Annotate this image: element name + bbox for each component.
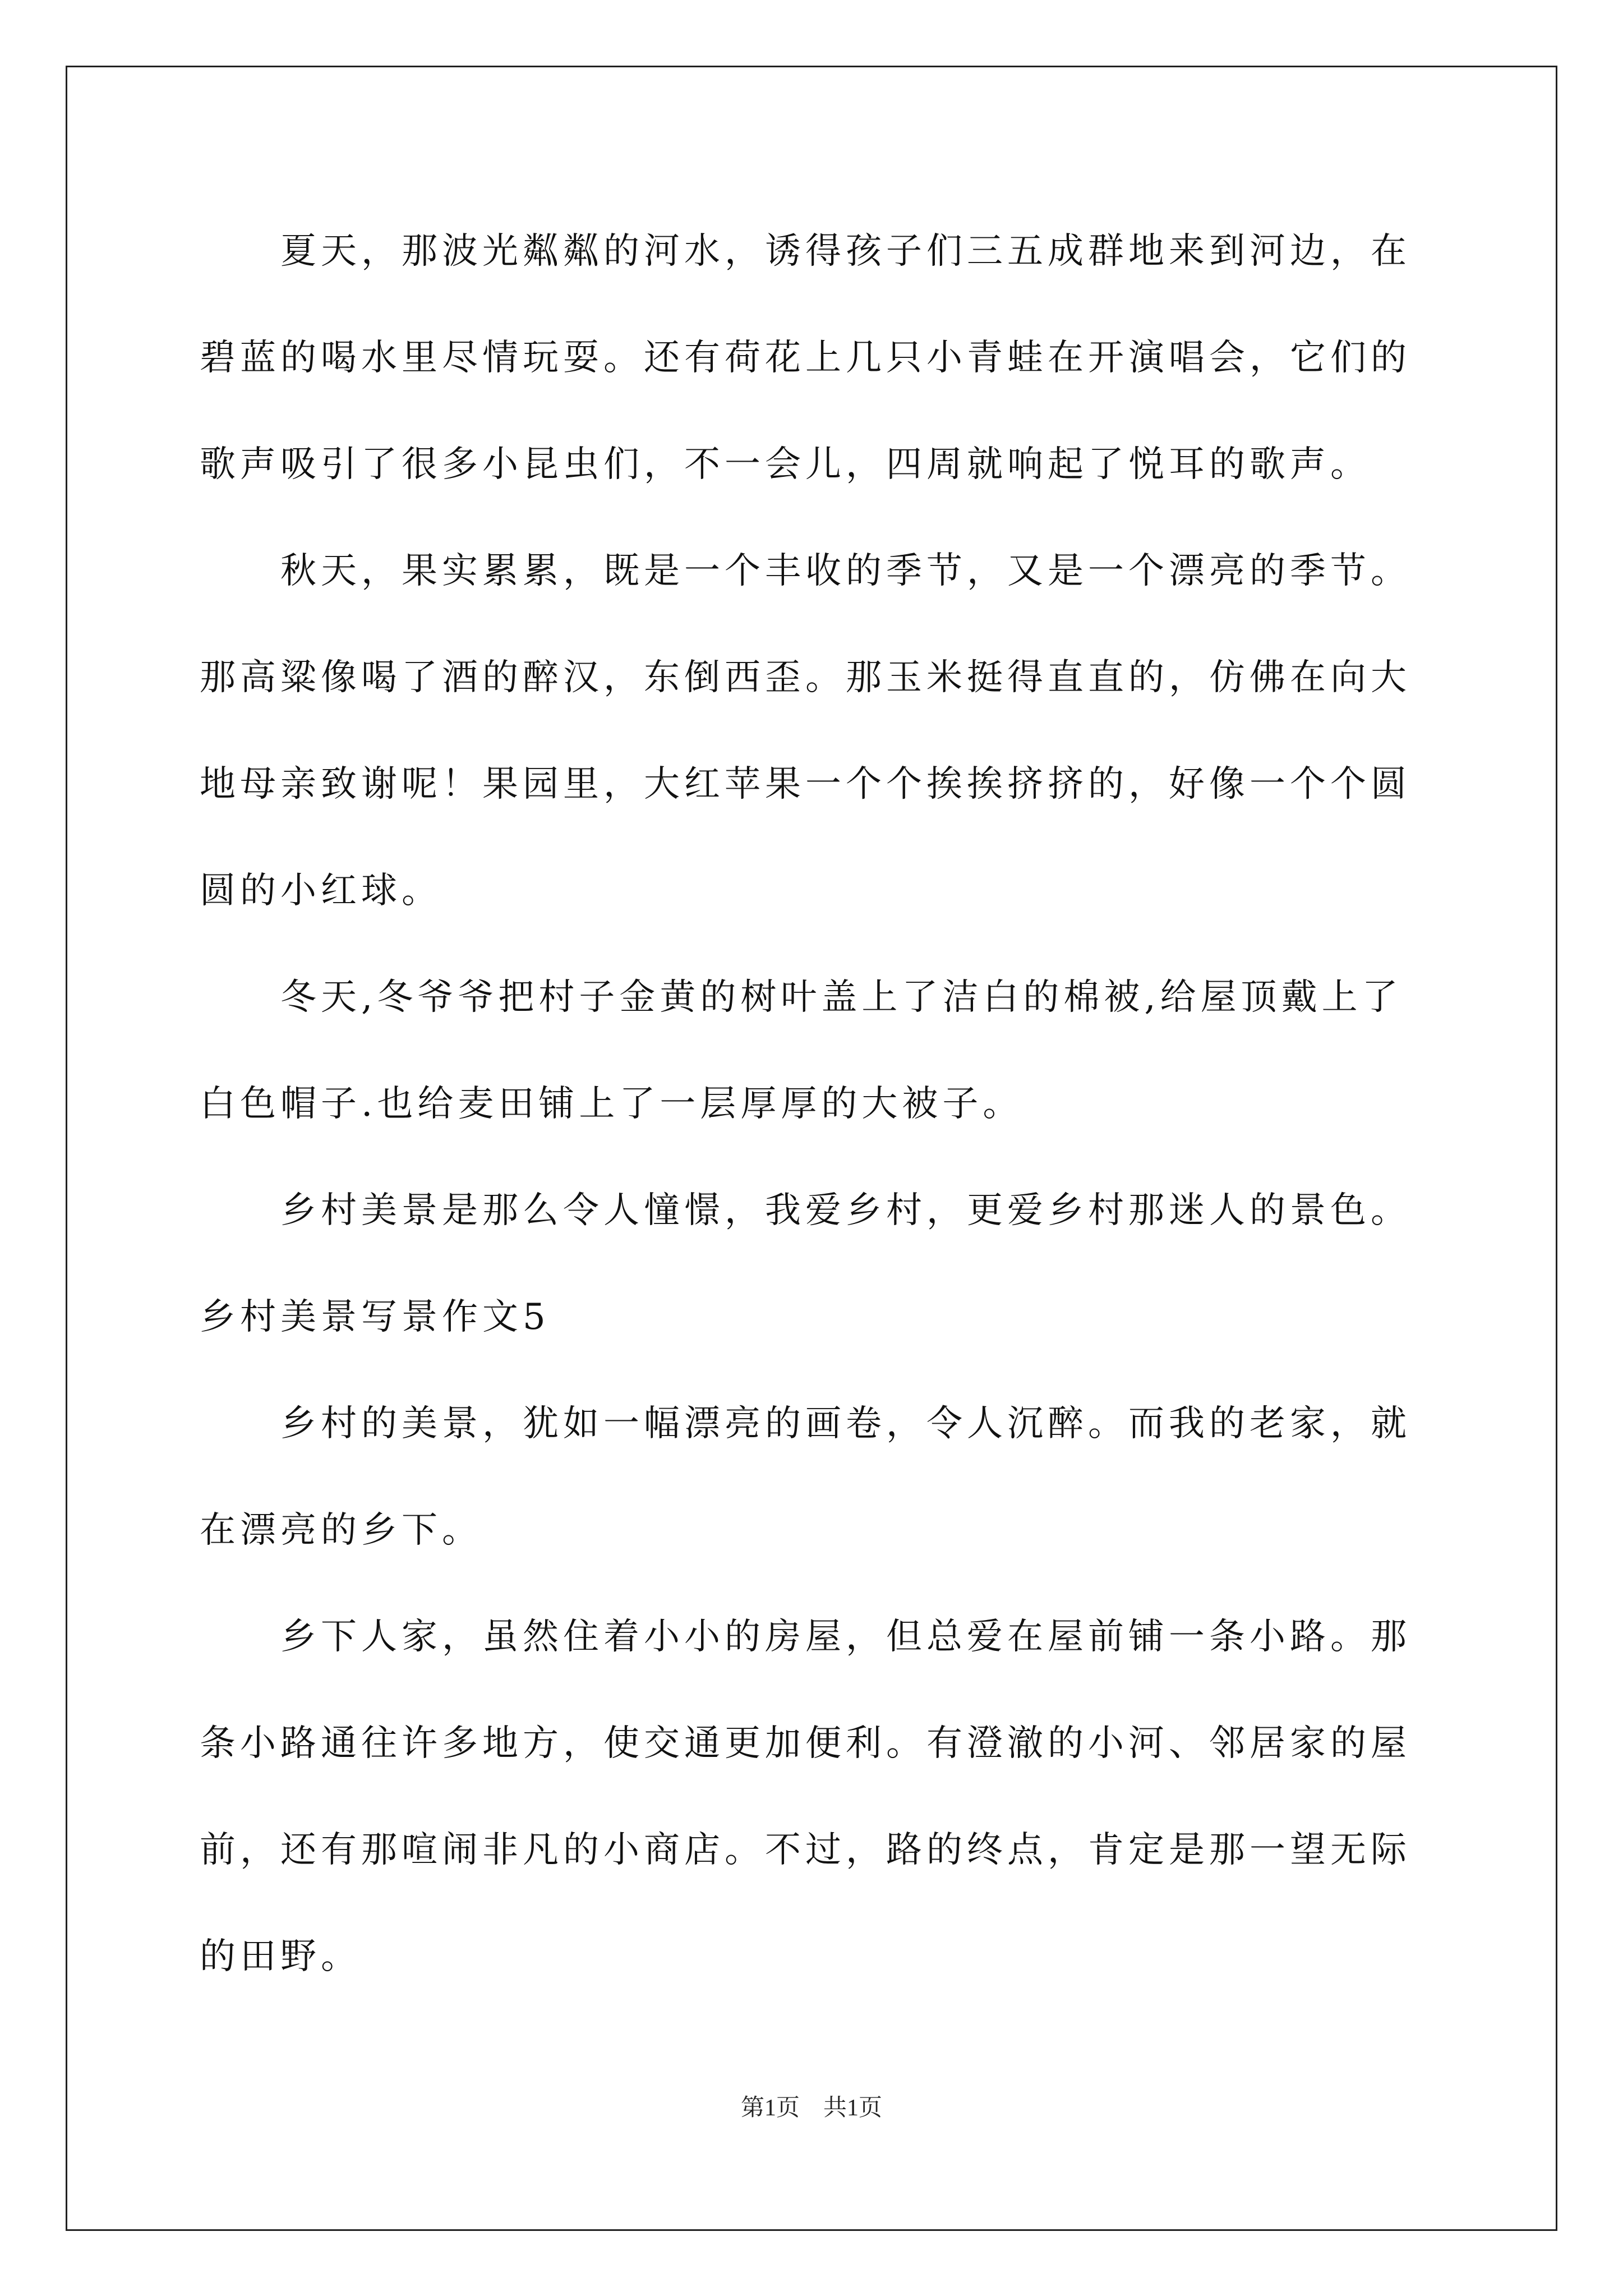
page-border (66, 66, 1557, 2231)
text-line: 在漂亮的乡下。 (200, 1510, 482, 1551)
text-line: 条小路通往许多地方，使交通更加便利。有澄澈的小河、邻居家的屋 (200, 1723, 1411, 1764)
text-line: 白色帽子.也给麦田铺上了一层厚厚的大被子。 (200, 1083, 1023, 1125)
text-line: 冬天,冬爷爷把村子金黄的树叶盖上了洁白的棉被,给屋顶戴上了 (200, 977, 1403, 1018)
text-line: 乡村美景是那么令人憧憬，我爱乡村，更爱乡村那迷人的景色。 (200, 1190, 1411, 1231)
text-line: 乡下人家，虽然住着小小的房屋，但总爱在屋前铺一条小路。那 (200, 1616, 1411, 1658)
text-line: 那高粱像喝了酒的醉汉，东倒西歪。那玉米挺得直直的，仿佛在向大 (200, 657, 1411, 698)
text-line: 圆的小红球。 (200, 870, 442, 912)
text-line: 的田野。 (200, 1936, 361, 1977)
text-line: 夏天，那波光粼粼的河水，诱得孩子们三五成群地来到河边，在 (200, 231, 1411, 272)
page-footer: 第1页 共1页 (740, 2095, 882, 2121)
text-line: 碧蓝的喝水里尽情玩耍。还有荷花上几只小青蛙在开演唱会，它们的 (200, 337, 1411, 379)
text-line: 乡村的美景，犹如一幅漂亮的画卷，令人沉醉。而我的老家，就 (200, 1403, 1411, 1444)
text-line: 地母亲致谢呢！果园里，大红苹果一个个挨挨挤挤的，好像一个个圆 (200, 763, 1411, 805)
text-line: 歌声吸引了很多小昆虫们，不一会儿，四周就响起了悦耳的歌声。 (200, 444, 1371, 485)
text-line: 前，还有那喧闹非凡的小商店。不过，路的终点，肯定是那一望无际 (200, 1829, 1411, 1871)
text-line: 秋天，果实累累，既是一个丰收的季节，又是一个漂亮的季节。 (200, 550, 1411, 592)
section-heading: 乡村美景写景作文5 (200, 1296, 550, 1338)
